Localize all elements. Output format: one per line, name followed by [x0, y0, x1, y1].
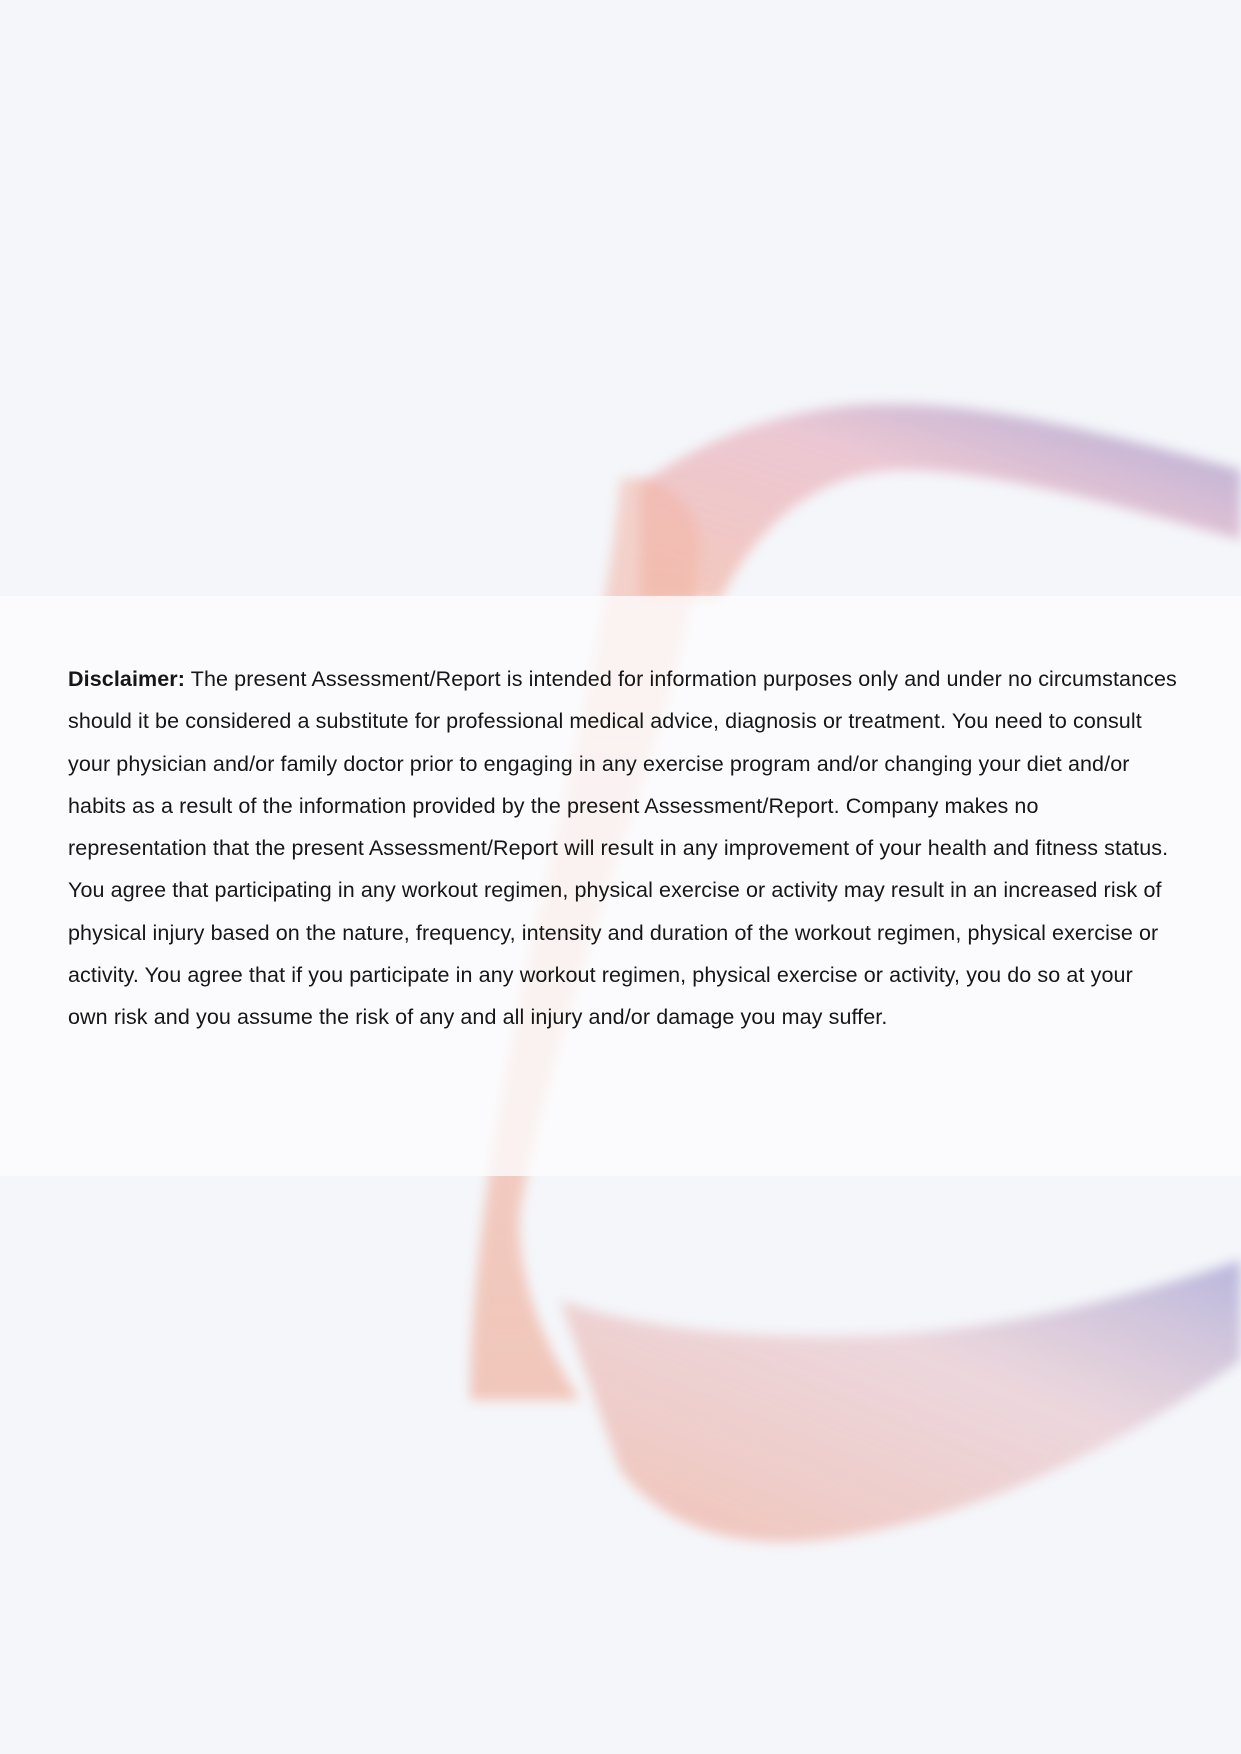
disclaimer-text: The present Assessment/Report is intended for information purposes only and under no circumstances should it be considered a substitute for professional medical advice, diagnosis or treatment. You need to consult your physician and/or family doctor prior to engaging in any exercise program and/or changing your diet and/or habits as a result of the information provided by the present Assessment/Report. Company makes no representation that the present Assessment/Report will result in any improvement of your health and fitness status. You agree that participating in any workout regimen, physical exercise or activity may result in an increased risk of physical injury based on the nature, frequency, intensity and duration of the workout regimen, physical exercise or activity. You agree that if you participate in any workout regimen, physical exercise or activity, you do so at your own risk and you assume the risk of any and all injury and/or damage you may suffer.	[68, 667, 1177, 1030]
disclaimer-label: Disclaimer:	[68, 667, 186, 691]
disclaimer-paragraph	[68, 658, 1178, 1039]
